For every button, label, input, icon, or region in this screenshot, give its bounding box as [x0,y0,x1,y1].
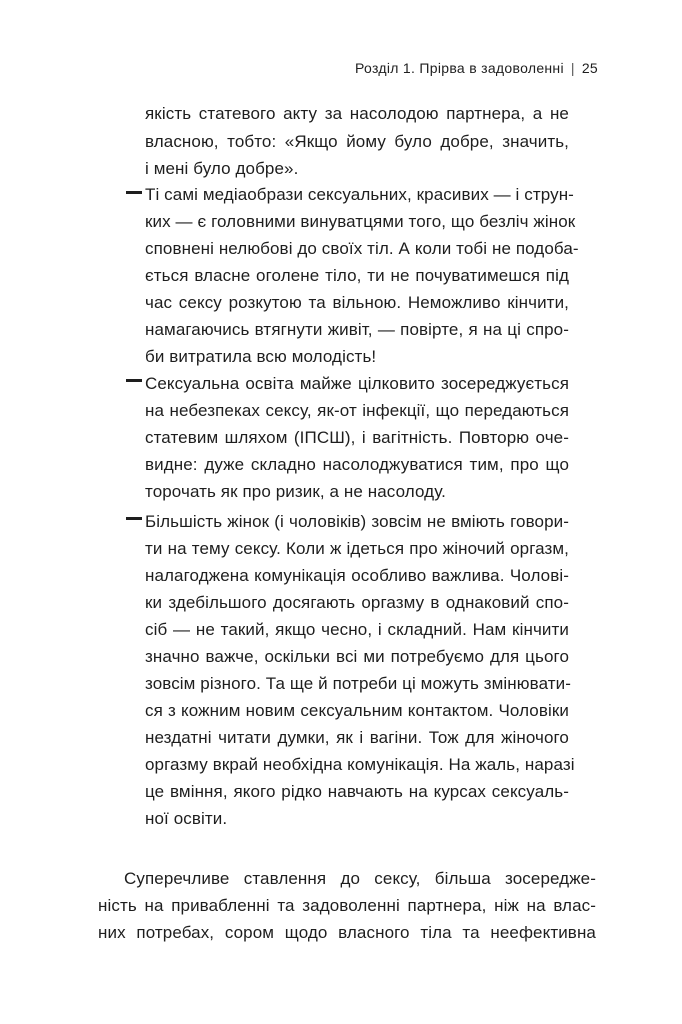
text-line: налагоджена комунікація особливо важлива. Чолові- [145,566,569,585]
text-line: би витратила всю молодість! [145,347,377,366]
page-number: 25 [581,60,598,76]
chapter-title: Розділ 1. Прірва в задоволенні [355,60,564,76]
text-line: значно важче, оскільки всі ми потребуємо для цього [145,647,569,666]
text-line: оргазму вкрай необхідна комунікація. На жаль, наразі [145,755,575,774]
text-line: ність на привабленні та задоволенні партнера, ніж на влас- [98,896,596,915]
text-line: сіб — не такий, якщо чесно, і складний. Нам кінчити [145,620,569,639]
text-line: ної освіти. [145,809,228,828]
bullet-dash [126,379,142,382]
text-line: якість статевого акту за насолодою партнера, а не [145,104,569,123]
text-line: власною, тобто: «Якщо йому було добре, значить, [145,132,569,151]
running-head [355,60,598,76]
text-line: намагаючись втягнути живіт, — повірте, я на ці спро- [145,320,569,339]
text-line: Суперечливе ставлення до сексу, більша зосередже- [124,869,596,888]
text-line: це вміння, якого рідко навчають на курсах сексуаль- [145,782,569,801]
bullet-dash [126,191,142,194]
text-line: статевим шляхом (ІПСШ), і вагітність. Повторю оче- [145,428,569,447]
text-line: торочать як про ризик, а не насолоду. [145,482,446,501]
text-line: нездатні читати думки, як і вагіни. Тож для жіночого [145,728,569,747]
bullet-dash [126,517,142,520]
text-line: ких — є головними винуватцями того, що безліч жінок [145,212,576,231]
text-line: них потребах, сором щодо власного тіла та неефективна [98,923,596,942]
text-line: видне: дуже складно насолоджуватися тим, про що [145,455,569,474]
text-line: зовсім різного. Та ще й потреби ці можуть змінювати- [145,674,571,693]
text-line: ки здебільшого досягають оргазму в однаковий спо- [145,593,569,612]
text-line: і мені було добре». [145,159,299,178]
text-line: час сексу розкутою та вільною. Неможливо кінчити, [145,293,569,312]
text-line: ти на тему сексу. Коли ж ідеться про жіночий оргазм, [145,539,569,558]
header-separator: | [570,60,575,76]
text-line: Ті самі медіаобрази сексуальних, красивих — і струн- [145,185,574,204]
text-line: ється власне оголене тіло, ти не почуватимешся під [145,266,569,285]
text-line: Сексуальна освіта майже цілковито зосереджується [145,374,569,393]
text-line: на небезпеках сексу, як-от інфекції, що передаються [145,401,569,420]
text-line: ся з кожним новим сексуальним контактом. Чоловіки [145,701,569,720]
text-line: Більшість жінок (і чоловіків) зовсім не вміють говори- [145,512,569,531]
text-line: сповнені нелюбові до своїх тіл. А коли тобі не подоба- [145,239,579,258]
